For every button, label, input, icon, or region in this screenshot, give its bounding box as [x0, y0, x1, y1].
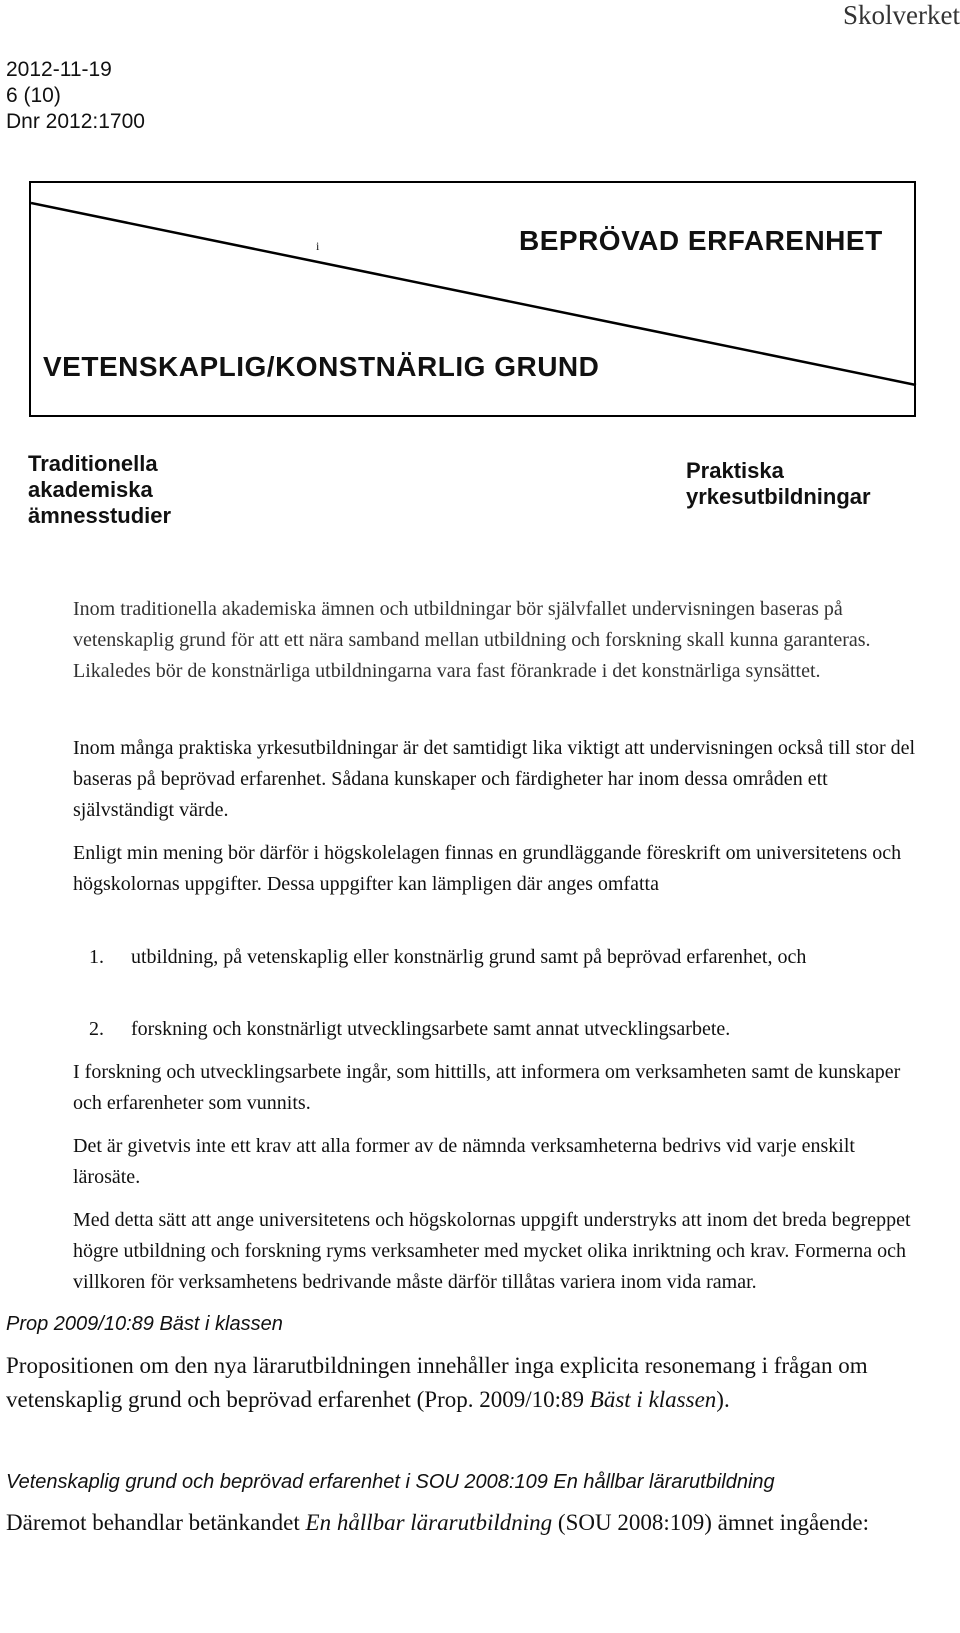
diagram-top-label: BEPRÖVAD ERFARENHET	[519, 225, 883, 256]
registration-number: Dnr 2012:1700	[6, 110, 145, 133]
diagram-left-caption	[28, 451, 171, 529]
diagonal-line	[31, 183, 918, 419]
left-caption-line: Traditionella	[28, 451, 158, 476]
list-number: 2.	[89, 1018, 104, 1040]
quote-paragraph: I forskning och utvecklingsarbete ingår, som hittills, att informera om verksamheten samt de kunskaper och erfarenheter som vunnits.	[73, 1061, 901, 1114]
right-caption-line: yrkesutbildningar	[686, 484, 871, 509]
body-paragraph: Propositionen om den nya lärarutbildningen innehåller inga explicita resonemang i frågan om vetenskaplig grund och beprövad erfarenhet (Prop. 2009/10:89 Bäst i klassen).	[6, 1353, 868, 1412]
quote-paragraph: Inom traditionella akademiska ämnen och utbildningar bör självfallet undervisningen baseras på vetenskaplig grund för att ett nära samband mellan utbildning och forskning skall kunna garanteras. Likaledes bör de konstnärliga utbildningarna vara fast förankrade i det konstnärliga synsättet.	[73, 598, 871, 682]
scale-diagram	[29, 181, 916, 417]
diagram-right-caption	[686, 458, 871, 510]
quote-paragraph: Med detta sätt att ange universitetens och högskolornas uppgift understryks att inom det breda begreppet högre utbildning och forskning ryms verksamheter med mycket olika inriktning och krav. Formerna och villkoren för verksamhetens bedrivande måste därför tillåtas variera inom vida ramar.	[73, 1209, 911, 1293]
page-number: 6 (10)	[6, 84, 61, 107]
diagram-marker: i	[316, 239, 320, 253]
document-date: 2012-11-19	[6, 58, 112, 81]
left-caption-line: ämnesstudier	[28, 503, 172, 528]
quote-paragraph: Inom många praktiska yrkesutbildningar är det samtidigt lika viktigt att undervisningen också till stor del baseras på beprövad erfarenhet. Sådana kunskaper och färdigheter har inom dessa områden ett självständigt värde.	[73, 737, 916, 821]
organization-name: Skolverket	[843, 0, 960, 30]
list-text: forskning och konstnärligt utvecklingsarbete samt annat utvecklingsarbete.	[131, 1018, 731, 1040]
list-item	[73, 942, 918, 973]
right-caption-line: Praktiska	[686, 458, 784, 483]
body-paragraph: Däremot behandlar betänkandet En hållbar lärarutbildning (SOU 2008:109) ämnet ingående:	[6, 1510, 869, 1535]
list-item	[73, 1014, 918, 1045]
section-heading: Prop 2009/10:89 Bäst i klassen	[6, 1313, 283, 1335]
document-meta	[6, 57, 145, 135]
list-text: utbildning, på vetenskaplig eller konstnärlig grund samt på beprövad erfarenhet, och	[131, 946, 807, 968]
list-number: 1.	[89, 946, 104, 968]
section-heading: Vetenskaplig grund och beprövad erfarenhet i SOU 2008:109 En hållbar lärarutbildning	[6, 1471, 775, 1493]
quote-paragraph: Det är givetvis inte ett krav att alla former av de nämnda verksamheterna bedrivs vid varje enskilt lärosäte.	[73, 1135, 855, 1188]
quote-paragraph: Enligt min mening bör därför i högskolelagen finnas en grundläggande föreskrift om universitetens och högskolornas uppgifter. Dessa uppgifter kan lämpligen där anges omfatta	[73, 842, 902, 895]
left-caption-line: akademiska	[28, 477, 153, 502]
diagram-bottom-label: VETENSKAPLIG/KONSTNÄRLIG GRUND	[43, 351, 600, 382]
